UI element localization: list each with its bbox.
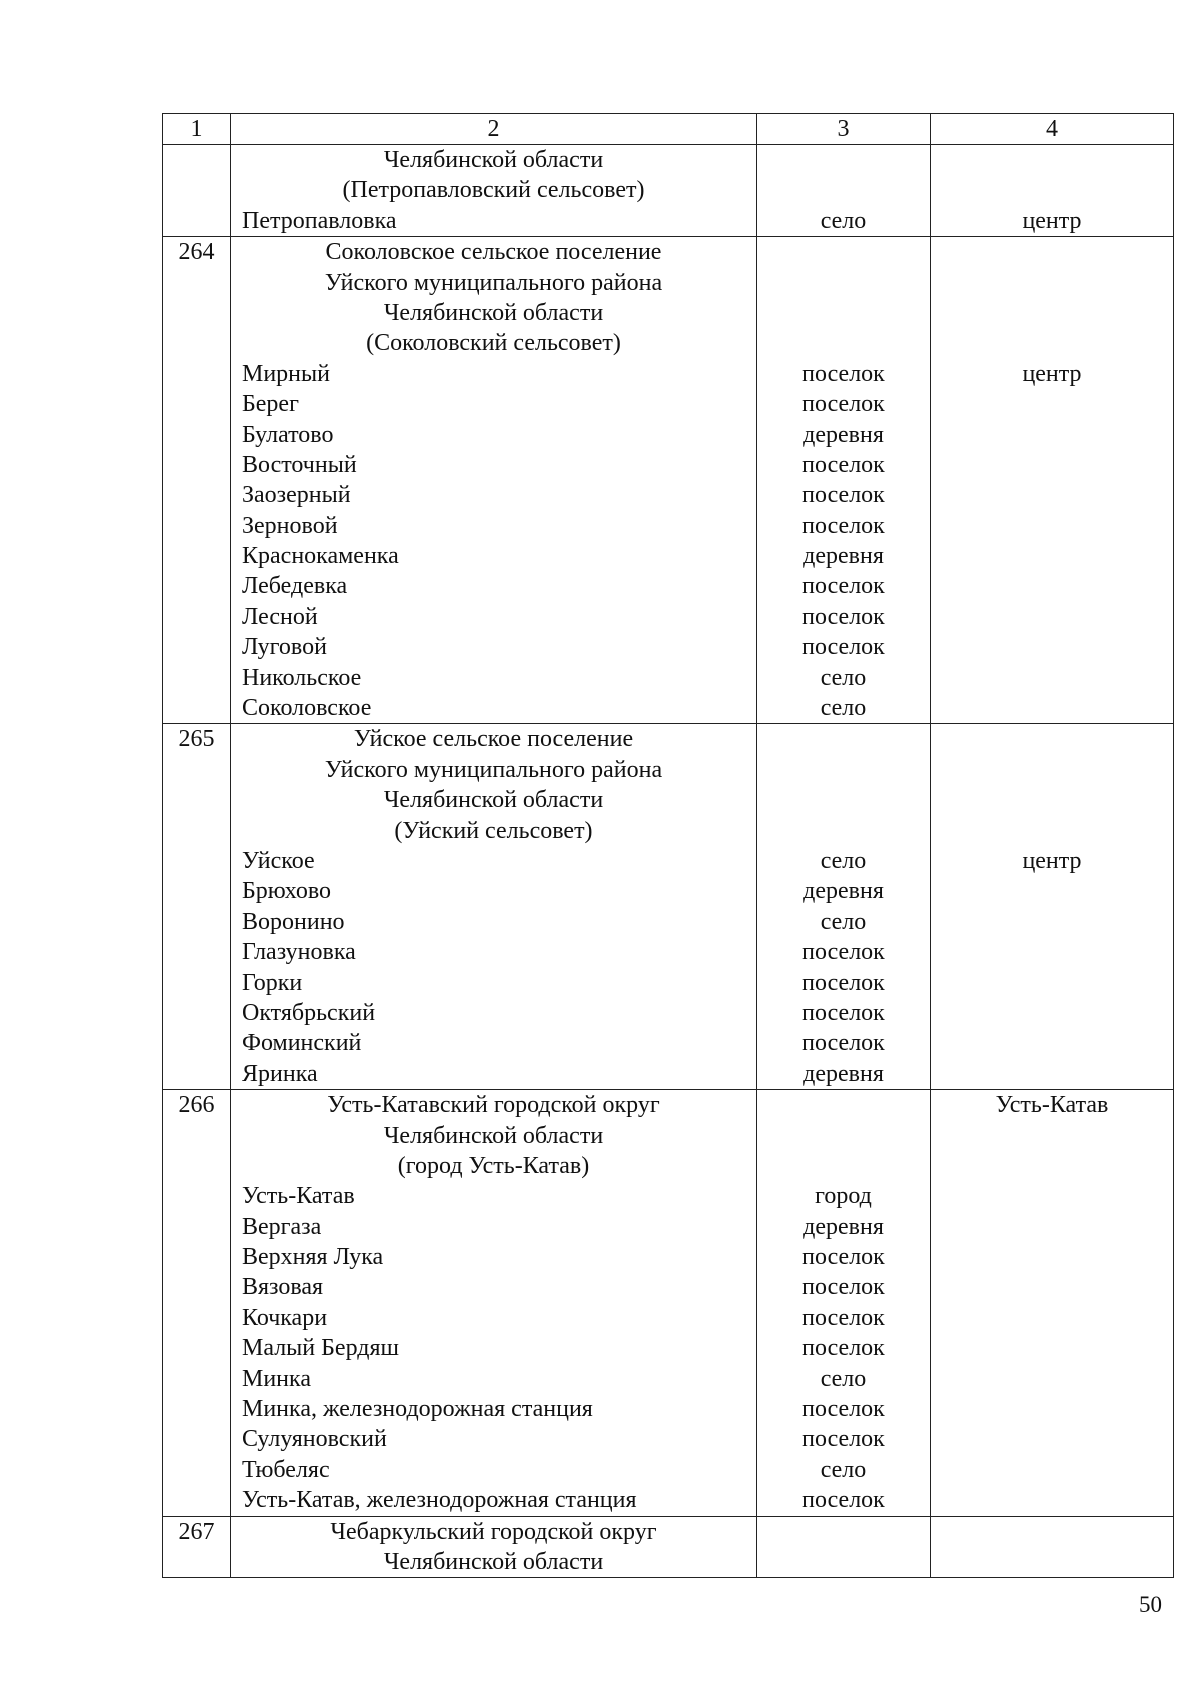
settlement-note <box>931 450 1173 480</box>
spacer-line <box>757 1121 930 1151</box>
settlement-note <box>931 968 1173 998</box>
settlement-note <box>931 998 1173 1028</box>
settlement-name: Берег <box>242 391 299 418</box>
spacer-line <box>757 1517 930 1547</box>
spacer-line <box>757 816 930 846</box>
settlement-note-cell <box>931 1516 1174 1578</box>
settlement-note <box>931 420 1173 450</box>
settlement-note <box>931 1212 1173 1242</box>
municipality-center-note <box>931 1517 1173 1547</box>
settlement-note-cell <box>931 724 1174 1090</box>
settlement-type: село <box>820 908 867 935</box>
municipality-title-line: Уйского муниципального района <box>324 756 663 783</box>
row-number-cell <box>163 1516 231 1578</box>
municipality-center-note <box>931 145 1173 175</box>
spacer-line <box>931 755 1173 785</box>
row-number-cell <box>163 145 231 237</box>
spacer-line <box>931 816 1173 846</box>
settlement-name: Кочкари <box>242 1304 328 1331</box>
settlement-type: деревня <box>803 1060 884 1087</box>
settlement-type: село <box>820 664 867 691</box>
settlement-type: поселок <box>802 603 885 630</box>
spacer-line <box>931 328 1173 358</box>
settlement-name: Соколовское <box>242 695 372 722</box>
settlement-name: Луговой <box>242 634 327 661</box>
header-cell-1: 1 <box>163 114 231 145</box>
header-row <box>163 114 1174 145</box>
settlement-note-cell <box>931 145 1174 237</box>
table-row <box>163 1090 1174 1516</box>
settlement-type: поселок <box>802 1030 885 1057</box>
settlement-name: Восточный <box>242 451 357 478</box>
settlement-type: поселок <box>802 1304 885 1331</box>
row-number: 267 <box>178 1518 215 1545</box>
settlement-name: Вязовая <box>242 1274 324 1301</box>
settlement-name: Лесной <box>242 603 318 630</box>
settlement-type: поселок <box>802 999 885 1026</box>
municipality-title-line: Усть-Катавский городской округ <box>327 1092 660 1119</box>
spacer-line <box>757 1090 930 1120</box>
settlement-type: поселок <box>802 1244 885 1271</box>
settlement-name: Горки <box>242 969 303 996</box>
settlement-name-cell <box>231 724 757 1090</box>
settlement-note <box>931 480 1173 510</box>
municipality-title-line: (Соколовский сельсовет) <box>366 330 621 357</box>
settlement-note <box>931 1181 1173 1211</box>
settlement-type: поселок <box>802 1487 885 1514</box>
spacer-line <box>757 755 930 785</box>
settlement-note <box>931 1303 1173 1333</box>
settlement-type: город <box>815 1183 872 1210</box>
settlement-name: Усть-Катав <box>242 1183 355 1210</box>
settlement-note: центр <box>1022 360 1082 387</box>
spacer-line <box>931 268 1173 298</box>
spacer-line <box>757 145 930 175</box>
settlement-type: поселок <box>802 969 885 996</box>
settlement-type: деревня <box>803 421 884 448</box>
settlement-type: поселок <box>802 360 885 387</box>
settlement-type: поселок <box>802 1396 885 1423</box>
settlement-type: поселок <box>802 482 885 509</box>
settlement-type: село <box>820 847 867 874</box>
municipality-title-line: Соколовское сельское поселение <box>325 239 662 266</box>
municipality-title-line: (город Усть-Катав) <box>397 1152 590 1179</box>
settlements-table <box>162 113 1174 1578</box>
spacer-line <box>757 298 930 328</box>
municipality-title-line: Челябинской области <box>383 787 604 814</box>
settlement-type: село <box>820 1365 867 1392</box>
settlement-type: деревня <box>803 1213 884 1240</box>
spacer-line <box>757 237 930 267</box>
municipality-title-line: Уйское сельское поселение <box>353 726 634 753</box>
row-number <box>163 145 230 175</box>
municipality-title-line: Чебаркульский городской округ <box>330 1518 657 1545</box>
settlement-type: поселок <box>802 512 885 539</box>
settlement-name: Яринка <box>242 1060 318 1087</box>
settlement-note <box>931 1424 1173 1454</box>
settlement-name: Минка, железнодорожная станция <box>242 1396 593 1423</box>
settlement-note <box>931 693 1173 723</box>
settlement-name: Тюбеляс <box>242 1456 330 1483</box>
settlement-note <box>931 571 1173 601</box>
settlement-type: село <box>820 1456 867 1483</box>
settlement-type: деревня <box>803 878 884 905</box>
municipality-title-line: Челябинской области <box>383 299 604 326</box>
spacer-line <box>931 1151 1173 1181</box>
municipality-title-line: Челябинской области <box>383 1122 604 1149</box>
table-row <box>163 145 1174 237</box>
settlement-type: поселок <box>802 451 885 478</box>
settlement-type: поселок <box>802 1274 885 1301</box>
settlement-name: Лебедевка <box>242 573 348 600</box>
municipality-title-line: Челябинской области <box>383 1548 604 1575</box>
settlement-note <box>931 937 1173 967</box>
table-row <box>163 724 1174 1090</box>
header-cell-3: 3 <box>757 114 931 145</box>
settlement-type-cell <box>757 724 931 1090</box>
spacer-line <box>931 1121 1173 1151</box>
settlement-name: Октябрьский <box>242 999 376 1026</box>
header-cell-4: 4 <box>931 114 1174 145</box>
settlement-name: Краснокаменка <box>242 543 399 570</box>
settlement-note <box>931 876 1173 906</box>
settlement-type-cell <box>757 145 931 237</box>
row-number-cell <box>163 1090 231 1516</box>
row-number: 264 <box>178 239 215 266</box>
settlement-name: Петропавловка <box>242 207 397 234</box>
settlement-type: деревня <box>803 543 884 570</box>
spacer-line <box>757 724 930 754</box>
municipality-center-note <box>931 724 1173 754</box>
spacer-line <box>757 1151 930 1181</box>
spacer-line <box>931 1547 1173 1577</box>
settlement-note <box>931 1485 1173 1515</box>
settlement-type: поселок <box>802 1335 885 1362</box>
settlement-name: Брюхово <box>242 878 332 905</box>
settlement-note <box>931 1272 1173 1302</box>
settlement-name: Верхняя Лука <box>242 1244 384 1271</box>
settlement-type: поселок <box>802 573 885 600</box>
spacer-line <box>931 298 1173 328</box>
settlement-note <box>931 389 1173 419</box>
settlement-name: Заозерный <box>242 482 351 509</box>
settlement-name: Зерновой <box>242 512 338 539</box>
settlement-type: поселок <box>802 939 885 966</box>
settlement-type: поселок <box>802 634 885 661</box>
settlement-type-cell <box>757 1090 931 1516</box>
settlement-name: Никольское <box>242 664 362 691</box>
spacer-line <box>931 175 1173 205</box>
spacer-line <box>757 785 930 815</box>
table-row <box>163 1516 1174 1578</box>
settlement-note <box>931 1364 1173 1394</box>
settlement-note <box>931 1242 1173 1272</box>
settlement-note <box>931 1394 1173 1424</box>
settlement-note <box>931 1333 1173 1363</box>
spacer-line <box>757 1547 930 1577</box>
settlement-note <box>931 1028 1173 1058</box>
settlement-type: село <box>820 207 867 234</box>
settlement-name: Уйское <box>242 847 315 874</box>
settlement-note: центр <box>1022 207 1082 234</box>
settlement-type: поселок <box>802 391 885 418</box>
table-body <box>163 114 1174 1578</box>
settlement-name: Вергаза <box>242 1213 322 1240</box>
spacer-line <box>757 175 930 205</box>
spacer-line <box>931 785 1173 815</box>
settlement-type: село <box>820 695 867 722</box>
settlement-type: поселок <box>802 1426 885 1453</box>
settlement-note <box>931 1059 1173 1089</box>
municipality-title-line: Уйского муниципального района <box>324 269 663 296</box>
settlement-name-cell <box>231 1090 757 1516</box>
settlement-note <box>931 602 1173 632</box>
settlement-name: Сулуяновский <box>242 1426 387 1453</box>
settlement-type-cell <box>757 1516 931 1578</box>
settlement-note <box>931 907 1173 937</box>
municipality-title-line: Челябинской области <box>383 147 604 173</box>
spacer-line <box>757 268 930 298</box>
settlement-type-cell <box>757 237 931 724</box>
settlement-name: Минка <box>242 1365 311 1392</box>
settlement-name: Воронино <box>242 908 345 935</box>
settlement-name-cell <box>231 237 757 724</box>
settlement-name: Булатово <box>242 421 334 448</box>
settlement-note-cell <box>931 237 1174 724</box>
municipality-center-note: Усть-Катав <box>995 1092 1109 1119</box>
settlement-note-cell <box>931 1090 1174 1516</box>
settlement-name: Фоминский <box>242 1030 362 1057</box>
page-number: 50 <box>1139 1592 1162 1617</box>
row-number: 265 <box>178 726 215 753</box>
settlement-name: Мирный <box>242 360 330 387</box>
row-number: 266 <box>178 1092 215 1119</box>
settlement-note <box>931 632 1173 662</box>
settlement-note <box>931 1455 1173 1485</box>
row-number-cell <box>163 237 231 724</box>
settlement-note <box>931 541 1173 571</box>
settlement-name: Глазуновка <box>242 939 356 966</box>
row-number-cell <box>163 724 231 1090</box>
settlement-name-cell <box>231 145 757 237</box>
settlement-note <box>931 511 1173 541</box>
municipality-title-line: (Петропавловский сельсовет) <box>342 177 645 204</box>
settlement-name: Малый Бердяш <box>242 1335 399 1362</box>
table-row <box>163 237 1174 724</box>
settlement-note <box>931 663 1173 693</box>
settlement-name-cell <box>231 1516 757 1578</box>
spacer-line <box>757 328 930 358</box>
municipality-center-note <box>931 237 1173 267</box>
settlement-note: центр <box>1022 847 1082 874</box>
settlement-name: Усть-Катав, железнодорожная станция <box>242 1487 637 1514</box>
municipality-title-line: (Уйский сельсовет) <box>394 817 593 844</box>
header-cell-2: 2 <box>231 114 757 145</box>
